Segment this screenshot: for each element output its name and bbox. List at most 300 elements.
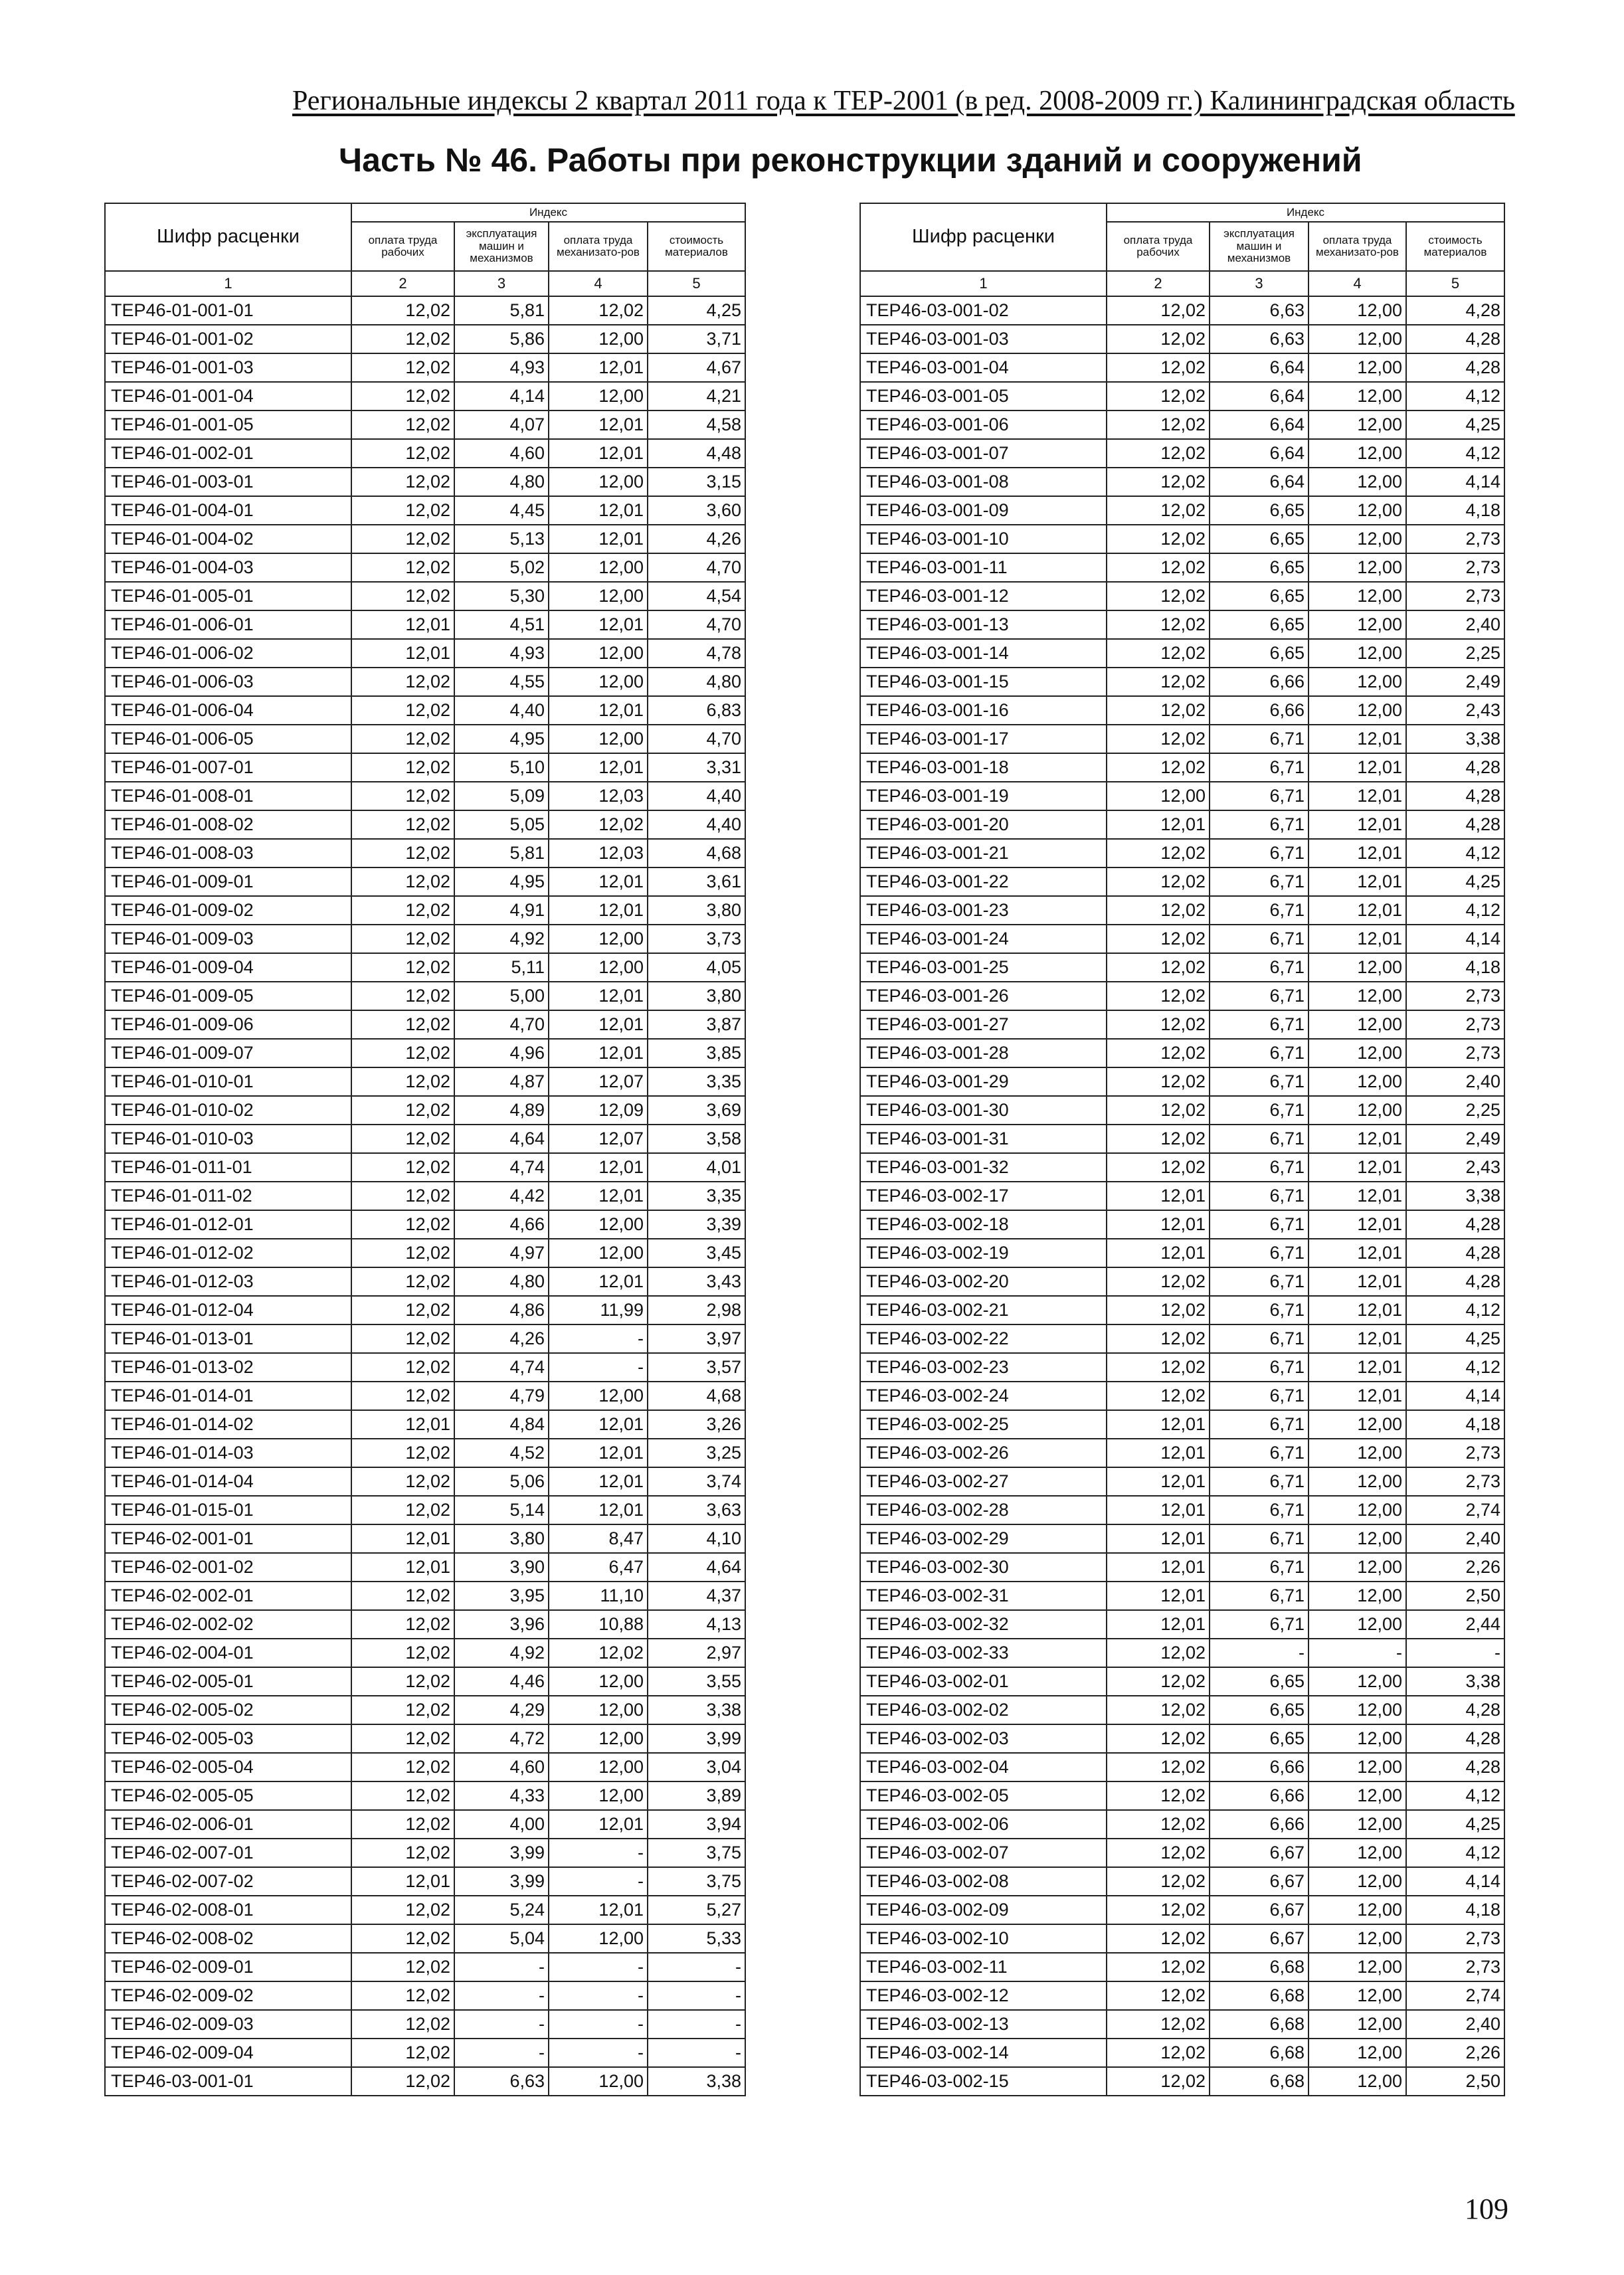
index-value-cell: 12,00: [1308, 953, 1406, 982]
index-value-cell: 6,71: [1210, 1125, 1308, 1153]
index-value-cell: 12,00: [1308, 1439, 1406, 1467]
rate-code-cell: ТЕР46-01-014-03: [105, 1439, 351, 1467]
index-value-cell: 4,05: [648, 953, 745, 982]
index-value-cell: 12,02: [1107, 582, 1210, 610]
index-value-cell: 3,87: [648, 1010, 745, 1039]
index-value-cell: -: [648, 1981, 745, 2010]
table-row: [860, 1096, 1504, 1125]
index-value-cell: 4,25: [1406, 867, 1504, 896]
rate-code-cell: ТЕР46-02-009-02: [105, 1981, 351, 2010]
index-value-cell: 12,00: [549, 553, 648, 582]
table-row: [860, 1667, 1504, 1696]
rate-code-cell: ТЕР46-01-010-02: [105, 1096, 351, 1125]
index-value-cell: 4,12: [1406, 439, 1504, 468]
table-row: [105, 1296, 745, 1324]
table-row: [105, 2010, 745, 2039]
index-value-cell: 6,71: [1210, 1582, 1308, 1610]
index-value-cell: 12,02: [1107, 1296, 1210, 1324]
index-value-cell: 12,00: [549, 1924, 648, 1953]
index-value-cell: 6,71: [1210, 839, 1308, 867]
index-value-cell: 3,73: [648, 925, 745, 953]
index-value-cell: 4,67: [648, 353, 745, 382]
index-value-cell: 12,02: [351, 1324, 454, 1353]
index-value-cell: 12,01: [351, 1553, 454, 1582]
index-value-cell: 12,02: [549, 1639, 648, 1667]
index-value-cell: 12,02: [1107, 439, 1210, 468]
index-value-cell: 12,00: [1308, 1810, 1406, 1839]
rate-code-cell: ТЕР46-02-009-03: [105, 2010, 351, 2039]
rate-code-cell: ТЕР46-03-002-06: [860, 1810, 1107, 1839]
rate-code-cell: ТЕР46-01-004-02: [105, 525, 351, 553]
index-value-cell: 4,91: [454, 896, 549, 925]
index-value-cell: 12,00: [549, 1781, 648, 1810]
index-value-cell: 12,00: [1308, 1981, 1406, 2010]
index-value-cell: 12,07: [549, 1125, 648, 1153]
index-value-cell: 12,00: [1308, 1096, 1406, 1125]
index-value-cell: 12,02: [351, 696, 454, 725]
table-row: [860, 1496, 1504, 1524]
index-value-cell: 3,75: [648, 1867, 745, 1896]
index-value-cell: 4,37: [648, 1582, 745, 1610]
index-value-cell: 4,40: [648, 782, 745, 810]
index-value-cell: -: [549, 2010, 648, 2039]
index-value-cell: 4,79: [454, 1382, 549, 1410]
rate-code-cell: ТЕР46-03-001-31: [860, 1125, 1107, 1153]
rate-code-cell: ТЕР46-02-004-01: [105, 1639, 351, 1667]
index-value-cell: 2,73: [1406, 1039, 1504, 1067]
index-value-cell: 12,02: [549, 296, 648, 325]
index-value-cell: 12,01: [1107, 1239, 1210, 1267]
index-value-cell: 2,40: [1406, 1067, 1504, 1096]
col-number: 3: [1210, 271, 1308, 296]
index-value-cell: 4,25: [1406, 1324, 1504, 1353]
index-value-cell: 6,64: [1210, 382, 1308, 410]
rate-code-cell: ТЕР46-03-001-30: [860, 1096, 1107, 1125]
index-value-cell: 12,01: [1308, 1324, 1406, 1353]
index-value-cell: 12,02: [351, 867, 454, 896]
index-value-cell: 12,00: [549, 582, 648, 610]
index-value-cell: 12,02: [351, 1125, 454, 1153]
index-value-cell: 2,44: [1406, 1610, 1504, 1639]
rate-code-cell: ТЕР46-01-012-02: [105, 1239, 351, 1267]
index-value-cell: 4,13: [648, 1610, 745, 1639]
index-value-cell: 6,71: [1210, 982, 1308, 1010]
header-col3: эксплуатация машин и механизмов: [454, 222, 549, 271]
index-value-cell: 4,18: [1406, 1896, 1504, 1924]
index-value-cell: -: [549, 1953, 648, 1981]
rate-code-cell: ТЕР46-02-008-01: [105, 1896, 351, 1924]
index-value-cell: 2,73: [1406, 1010, 1504, 1039]
index-value-cell: 12,00: [1308, 1410, 1406, 1439]
index-value-cell: 12,02: [351, 810, 454, 839]
index-value-cell: 12,02: [1107, 1724, 1210, 1753]
rate-code-cell: ТЕР46-03-002-33: [860, 1639, 1107, 1667]
index-value-cell: 4,28: [1406, 1267, 1504, 1296]
index-value-cell: 2,49: [1406, 1125, 1504, 1153]
rate-code-cell: ТЕР46-03-001-22: [860, 867, 1107, 896]
rate-code-cell: ТЕР46-01-011-01: [105, 1153, 351, 1182]
index-value-cell: 12,01: [1308, 725, 1406, 753]
table-row: [860, 439, 1504, 468]
index-value-cell: 3,95: [454, 1582, 549, 1610]
table-row: [105, 1696, 745, 1724]
index-value-cell: 12,02: [1107, 1039, 1210, 1067]
index-value-cell: 6,71: [1210, 1267, 1308, 1296]
table-row: [860, 1896, 1504, 1924]
index-value-cell: 12,02: [351, 2010, 454, 2039]
index-value-cell: 6,63: [454, 2067, 549, 2096]
index-value-cell: 12,02: [351, 1096, 454, 1125]
rate-code-cell: ТЕР46-03-002-26: [860, 1439, 1107, 1467]
index-value-cell: 4,33: [454, 1781, 549, 1810]
index-value-cell: 3,35: [648, 1067, 745, 1096]
index-value-cell: 12,02: [351, 525, 454, 553]
index-value-cell: 12,00: [549, 639, 648, 668]
index-value-cell: 12,02: [549, 810, 648, 839]
table-row: [105, 325, 745, 353]
index-value-cell: -: [454, 2039, 549, 2067]
index-value-cell: -: [549, 1324, 648, 1353]
table-row: [860, 1467, 1504, 1496]
table-body-right: [860, 296, 1504, 2096]
rate-code-cell: ТЕР46-03-001-25: [860, 953, 1107, 982]
rate-code-cell: ТЕР46-02-009-04: [105, 2039, 351, 2067]
header-col4: оплата труда механизато-ров: [1308, 222, 1406, 271]
index-value-cell: 12,02: [351, 1696, 454, 1724]
index-value-cell: 12,00: [1308, 1524, 1406, 1553]
rate-code-cell: ТЕР46-01-003-01: [105, 468, 351, 496]
index-value-cell: 12,02: [1107, 696, 1210, 725]
index-value-cell: 12,01: [549, 1896, 648, 1924]
rate-code-cell: ТЕР46-03-002-10: [860, 1924, 1107, 1953]
index-value-cell: 6,71: [1210, 1382, 1308, 1410]
table-row: [105, 810, 745, 839]
index-value-cell: 12,02: [351, 1810, 454, 1839]
index-value-cell: 12,02: [351, 382, 454, 410]
table-row: [105, 1667, 745, 1696]
table-row: [105, 1981, 745, 2010]
index-value-cell: -: [1210, 1639, 1308, 1667]
index-value-cell: 12,01: [1308, 839, 1406, 867]
rate-code-cell: ТЕР46-02-007-01: [105, 1839, 351, 1867]
table-row: [105, 1267, 745, 1296]
index-value-cell: 6,64: [1210, 410, 1308, 439]
table-row: [860, 325, 1504, 353]
rate-code-cell: ТЕР46-03-002-27: [860, 1467, 1107, 1496]
table-row: [860, 496, 1504, 525]
index-value-cell: 4,25: [648, 296, 745, 325]
table-row: [860, 1210, 1504, 1239]
rate-code-cell: ТЕР46-02-001-02: [105, 1553, 351, 1582]
rate-code-cell: ТЕР46-03-001-26: [860, 982, 1107, 1010]
index-value-cell: 3,75: [648, 1839, 745, 1867]
rate-code-cell: ТЕР46-03-001-05: [860, 382, 1107, 410]
index-value-cell: 6,71: [1210, 753, 1308, 782]
index-value-cell: 12,00: [1308, 2010, 1406, 2039]
index-value-cell: 3,74: [648, 1467, 745, 1496]
table-row: [105, 867, 745, 896]
index-value-cell: 12,01: [1107, 1496, 1210, 1524]
rate-code-cell: ТЕР46-03-002-20: [860, 1267, 1107, 1296]
rate-code-cell: ТЕР46-03-002-30: [860, 1553, 1107, 1582]
index-value-cell: 2,73: [1406, 525, 1504, 553]
index-value-cell: 12,00: [1308, 553, 1406, 582]
index-value-cell: 12,00: [1308, 410, 1406, 439]
index-value-cell: 12,02: [351, 1467, 454, 1496]
table-row: [860, 1582, 1504, 1610]
index-value-cell: 4,18: [1406, 496, 1504, 525]
index-value-cell: 12,02: [351, 496, 454, 525]
index-value-cell: 4,14: [1406, 925, 1504, 953]
index-value-cell: 4,66: [454, 1210, 549, 1239]
index-value-cell: 12,01: [1308, 1153, 1406, 1182]
table-row: [860, 1239, 1504, 1267]
header-index: Индекс: [1107, 203, 1504, 222]
table-row: [105, 1867, 745, 1896]
index-value-cell: 6,67: [1210, 1924, 1308, 1953]
header-index: Индекс: [351, 203, 745, 222]
table-row: [860, 296, 1504, 325]
table-row: [860, 1324, 1504, 1353]
index-value-cell: 12,02: [351, 1239, 454, 1267]
index-value-cell: 6,65: [1210, 525, 1308, 553]
rate-code-cell: ТЕР46-03-002-31: [860, 1582, 1107, 1610]
index-value-cell: 12,02: [351, 1724, 454, 1753]
index-value-cell: 6,65: [1210, 610, 1308, 639]
index-value-cell: 6,65: [1210, 496, 1308, 525]
index-value-cell: 6,71: [1210, 1610, 1308, 1639]
index-value-cell: 12,02: [1107, 839, 1210, 867]
index-value-cell: 12,01: [549, 982, 648, 1010]
table-row: [105, 496, 745, 525]
header-col4: оплата труда механизато-ров: [549, 222, 648, 271]
table-row: [860, 1924, 1504, 1953]
table-row: [105, 1410, 745, 1439]
index-value-cell: 6,65: [1210, 1667, 1308, 1696]
index-value-cell: 6,71: [1210, 1296, 1308, 1324]
index-value-cell: 6,71: [1210, 725, 1308, 753]
index-value-cell: 6,67: [1210, 1867, 1308, 1896]
index-value-cell: 5,05: [454, 810, 549, 839]
index-value-cell: 12,09: [549, 1096, 648, 1125]
table-row: [860, 1524, 1504, 1553]
index-value-cell: 12,01: [549, 696, 648, 725]
col-number: 4: [549, 271, 648, 296]
index-value-cell: 12,02: [1107, 1067, 1210, 1096]
index-value-cell: 12,07: [549, 1067, 648, 1096]
index-value-cell: 12,02: [1107, 982, 1210, 1010]
index-value-cell: 12,02: [1107, 1810, 1210, 1839]
rate-code-cell: ТЕР46-03-001-12: [860, 582, 1107, 610]
index-value-cell: 4,92: [454, 1639, 549, 1667]
index-value-cell: 6,68: [1210, 1953, 1308, 1981]
index-value-cell: 4,40: [648, 810, 745, 839]
index-value-cell: 12,02: [1107, 325, 1210, 353]
index-value-cell: 12,02: [1107, 867, 1210, 896]
rate-code-cell: ТЕР46-02-007-02: [105, 1867, 351, 1896]
index-value-cell: 12,02: [351, 1267, 454, 1296]
rate-code-cell: ТЕР46-01-014-04: [105, 1467, 351, 1496]
index-value-cell: 12,02: [351, 1496, 454, 1524]
index-value-cell: 6,71: [1210, 1524, 1308, 1553]
index-value-cell: 4,14: [1406, 1382, 1504, 1410]
index-value-cell: 4,10: [648, 1524, 745, 1553]
table-row: [860, 2010, 1504, 2039]
index-value-cell: 6,71: [1210, 1096, 1308, 1125]
table-row: [105, 1467, 745, 1496]
rate-code-cell: ТЕР46-03-002-15: [860, 2067, 1107, 2096]
table-row: [105, 1324, 745, 1353]
table-row: [860, 1839, 1504, 1867]
index-value-cell: 4,74: [454, 1153, 549, 1182]
index-value-cell: 12,01: [549, 867, 648, 896]
rate-code-cell: ТЕР46-03-001-06: [860, 410, 1107, 439]
index-value-cell: 12,02: [351, 1896, 454, 1924]
index-value-cell: 4,80: [648, 668, 745, 696]
rate-code-cell: ТЕР46-01-009-05: [105, 982, 351, 1010]
table-row: [105, 1067, 745, 1096]
rate-code-cell: ТЕР46-01-009-01: [105, 867, 351, 896]
index-value-cell: 12,02: [351, 439, 454, 468]
table-row: [860, 696, 1504, 725]
table-row: [105, 668, 745, 696]
index-value-cell: 4,28: [1406, 782, 1504, 810]
index-value-cell: 4,60: [454, 439, 549, 468]
index-value-cell: 12,02: [351, 2067, 454, 2096]
index-value-cell: 2,73: [1406, 1953, 1504, 1981]
index-value-cell: 4,12: [1406, 896, 1504, 925]
table-row: [860, 925, 1504, 953]
index-value-cell: 12,01: [1107, 1410, 1210, 1439]
index-value-cell: 3,60: [648, 496, 745, 525]
rate-code-cell: ТЕР46-03-001-04: [860, 353, 1107, 382]
index-value-cell: 2,25: [1406, 1096, 1504, 1125]
table-row: [105, 1810, 745, 1839]
index-value-cell: 12,01: [549, 1010, 648, 1039]
rate-code-cell: ТЕР46-03-001-07: [860, 439, 1107, 468]
index-value-cell: 12,00: [549, 325, 648, 353]
table-row: [860, 1724, 1504, 1753]
index-value-cell: 12,02: [1107, 610, 1210, 639]
rate-code-cell: ТЕР46-02-005-04: [105, 1753, 351, 1781]
index-value-cell: 5,24: [454, 1896, 549, 1924]
index-value-cell: 12,01: [1308, 867, 1406, 896]
rate-code-cell: ТЕР46-01-012-01: [105, 1210, 351, 1239]
index-value-cell: 12,00: [549, 1724, 648, 1753]
index-value-cell: 6,71: [1210, 867, 1308, 896]
index-value-cell: 5,02: [454, 553, 549, 582]
table-row: [860, 839, 1504, 867]
index-value-cell: 6,47: [549, 1553, 648, 1582]
index-value-cell: 12,03: [549, 839, 648, 867]
index-value-cell: 12,00: [549, 1382, 648, 1410]
index-value-cell: 3,71: [648, 325, 745, 353]
rate-code-cell: ТЕР46-01-001-02: [105, 325, 351, 353]
index-value-cell: 5,81: [454, 296, 549, 325]
index-value-cell: 12,00: [1308, 1553, 1406, 1582]
index-value-cell: 3,31: [648, 753, 745, 782]
header-col2: оплата труда рабочих: [351, 222, 454, 271]
rate-code-cell: ТЕР46-03-002-02: [860, 1696, 1107, 1724]
index-value-cell: 12,02: [1107, 639, 1210, 668]
index-value-cell: 12,00: [549, 468, 648, 496]
index-value-cell: 12,01: [1107, 810, 1210, 839]
index-value-cell: 12,02: [1107, 1667, 1210, 1696]
index-value-cell: 12,01: [1308, 1239, 1406, 1267]
rate-code-cell: ТЕР46-01-009-02: [105, 896, 351, 925]
index-value-cell: 12,02: [1107, 2010, 1210, 2039]
index-value-cell: 4,28: [1406, 1696, 1504, 1724]
rate-code-cell: ТЕР46-03-002-05: [860, 1781, 1107, 1810]
index-value-cell: 12,02: [1107, 496, 1210, 525]
index-value-cell: 4,12: [1406, 1839, 1504, 1867]
index-value-cell: 12,01: [549, 525, 648, 553]
index-value-cell: 6,63: [1210, 296, 1308, 325]
index-value-cell: 12,01: [1308, 1267, 1406, 1296]
index-value-cell: 6,71: [1210, 1010, 1308, 1039]
index-value-cell: 12,02: [351, 1353, 454, 1382]
index-value-cell: 4,14: [1406, 468, 1504, 496]
index-value-cell: 2,50: [1406, 2067, 1504, 2096]
index-value-cell: -: [648, 2039, 745, 2067]
table-row: [860, 982, 1504, 1010]
rate-code-cell: ТЕР46-03-001-19: [860, 782, 1107, 810]
rate-code-cell: ТЕР46-01-006-04: [105, 696, 351, 725]
index-value-cell: 4,80: [454, 1267, 549, 1296]
index-value-cell: 12,02: [1107, 725, 1210, 753]
index-value-cell: 12,00: [1308, 468, 1406, 496]
index-value-cell: 12,02: [351, 553, 454, 582]
index-value-cell: 5,86: [454, 325, 549, 353]
index-value-cell: 12,01: [549, 1467, 648, 1496]
index-value-cell: 6,64: [1210, 353, 1308, 382]
col-number: 5: [648, 271, 745, 296]
index-value-cell: 12,00: [1308, 1867, 1406, 1896]
index-value-cell: 6,83: [648, 696, 745, 725]
index-value-cell: 12,01: [1107, 1553, 1210, 1582]
rate-code-cell: ТЕР46-03-001-29: [860, 1067, 1107, 1096]
index-value-cell: 12,00: [549, 725, 648, 753]
index-value-cell: 12,00: [549, 925, 648, 953]
table-row: [105, 1125, 745, 1153]
rate-code-cell: ТЕР46-03-001-02: [860, 296, 1107, 325]
index-value-cell: 6,66: [1210, 668, 1308, 696]
index-value-cell: 12,00: [1308, 1724, 1406, 1753]
table-row: [860, 810, 1504, 839]
table-row: [860, 1182, 1504, 1210]
table-row: [105, 725, 745, 753]
index-value-cell: 12,01: [549, 1039, 648, 1067]
index-value-cell: 12,01: [549, 1182, 648, 1210]
index-value-cell: 12,01: [1308, 896, 1406, 925]
rate-code-cell: ТЕР46-01-006-02: [105, 639, 351, 668]
index-value-cell: 4,70: [648, 610, 745, 639]
index-value-cell: 6,65: [1210, 1724, 1308, 1753]
index-value-cell: 12,01: [1107, 1582, 1210, 1610]
rate-code-cell: ТЕР46-03-002-12: [860, 1981, 1107, 2010]
index-value-cell: 12,02: [351, 1382, 454, 1410]
rate-code-cell: ТЕР46-02-008-02: [105, 1924, 351, 1953]
index-value-cell: 6,71: [1210, 1039, 1308, 1067]
index-value-cell: 4,12: [1406, 1296, 1504, 1324]
index-value-cell: 12,03: [549, 782, 648, 810]
index-value-cell: 12,02: [351, 1924, 454, 1953]
index-value-cell: 3,43: [648, 1267, 745, 1296]
index-value-cell: 3,38: [1406, 725, 1504, 753]
rate-code-cell: ТЕР46-01-009-07: [105, 1039, 351, 1067]
index-value-cell: 12,00: [549, 1239, 648, 1267]
rate-code-cell: ТЕР46-03-001-03: [860, 325, 1107, 353]
